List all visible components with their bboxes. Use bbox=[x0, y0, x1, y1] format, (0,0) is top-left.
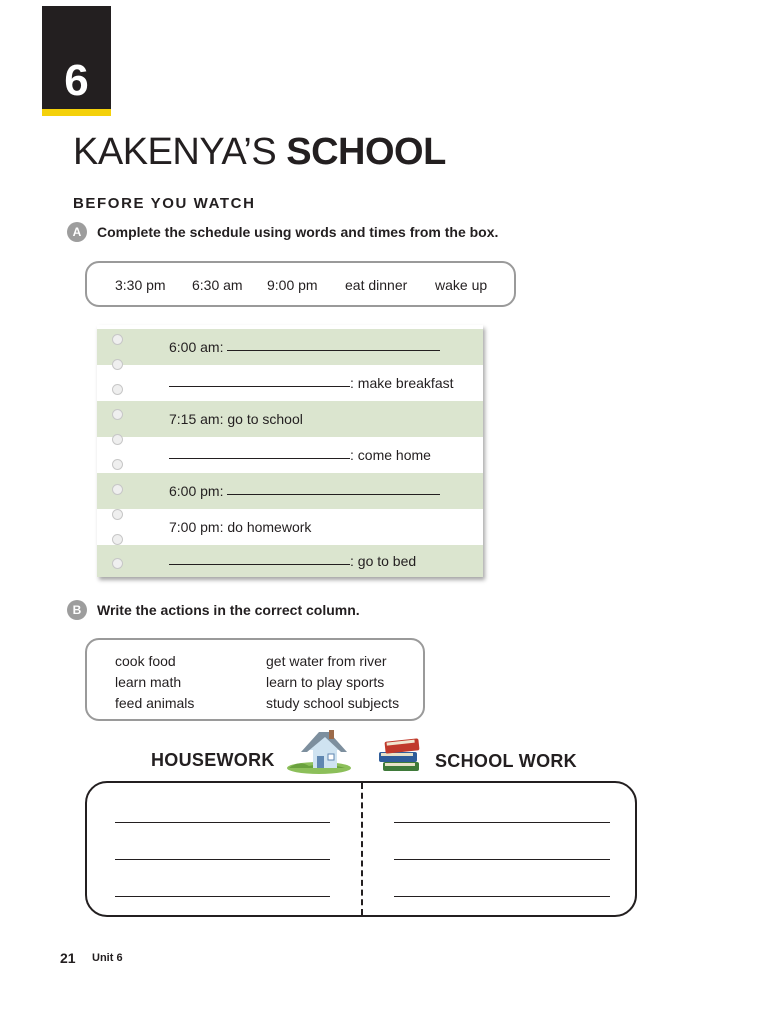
answer-line-housework[interactable] bbox=[115, 896, 330, 897]
schoolwork-heading: SCHOOL WORK bbox=[435, 751, 577, 771]
schedule-row bbox=[97, 437, 483, 473]
word-box-item: 3:30 pm bbox=[115, 277, 166, 293]
house-icon bbox=[285, 728, 353, 776]
binder-hole bbox=[112, 534, 123, 545]
word-box-item: feed animals bbox=[115, 695, 195, 711]
schedule-text: 6:00 pm: bbox=[169, 483, 224, 499]
schedule-text: : come home bbox=[350, 447, 431, 463]
schedule-text: 7:00 pm: do homework bbox=[169, 519, 312, 535]
binder-hole bbox=[112, 359, 123, 370]
binder-hole bbox=[112, 558, 123, 569]
answer-line-housework[interactable] bbox=[115, 822, 330, 823]
answer-blank[interactable] bbox=[227, 329, 440, 351]
section-heading: BEFORE YOU WATCH bbox=[73, 195, 256, 212]
answer-line-schoolwork[interactable] bbox=[394, 859, 610, 860]
schedule-row bbox=[97, 329, 483, 365]
word-box-item: 6:30 am bbox=[192, 277, 243, 293]
binder-hole bbox=[112, 434, 123, 445]
books-icon bbox=[377, 732, 425, 774]
binder-hole bbox=[112, 384, 123, 395]
schedule-text: 6:00 am: bbox=[169, 339, 224, 355]
page-title bbox=[73, 130, 446, 174]
schedule-row bbox=[97, 401, 483, 437]
answer-line-housework[interactable] bbox=[115, 859, 330, 860]
schedule-notebook bbox=[97, 325, 483, 577]
binder-hole bbox=[112, 409, 123, 420]
answer-blank[interactable] bbox=[169, 545, 350, 565]
schedule-row bbox=[97, 365, 483, 401]
page-number: 21 bbox=[60, 950, 76, 966]
exercise-b-badge: B bbox=[67, 600, 87, 620]
schedule-row bbox=[97, 545, 483, 577]
answer-blank[interactable] bbox=[169, 365, 350, 387]
word-box-item: learn math bbox=[115, 674, 182, 690]
column-divider bbox=[361, 783, 363, 915]
word-box-item: study school subjects bbox=[266, 695, 400, 711]
exercise-a-instruction: Complete the schedule using words and times from the box. bbox=[97, 224, 499, 240]
exercise-b-instruction: Write the actions in the correct column. bbox=[97, 602, 360, 618]
schedule-row bbox=[97, 473, 483, 509]
answer-blank[interactable] bbox=[169, 437, 350, 459]
schedule-text: : go to bed bbox=[350, 553, 417, 569]
unit-tab-stripe bbox=[42, 109, 111, 116]
word-box-item: learn to play sports bbox=[266, 674, 385, 690]
schedule-text: 7:15 am: go to school bbox=[169, 411, 303, 427]
answer-blank[interactable] bbox=[227, 473, 440, 495]
word-box-item: cook food bbox=[115, 653, 176, 669]
binder-hole bbox=[112, 459, 123, 470]
word-box-item: wake up bbox=[435, 277, 488, 293]
schedule-text: : make breakfast bbox=[350, 375, 454, 391]
word-box-item: eat dinner bbox=[345, 277, 408, 293]
exercise-a-word-box bbox=[85, 261, 516, 307]
binder-hole bbox=[112, 484, 123, 495]
binder-hole bbox=[112, 509, 123, 520]
answer-line-schoolwork[interactable] bbox=[394, 822, 610, 823]
exercise-b-word-box bbox=[85, 638, 425, 721]
exercise-a-badge: A bbox=[67, 222, 87, 242]
schedule-row bbox=[97, 509, 483, 545]
binder-hole bbox=[112, 334, 123, 345]
title-light: KAKENYA’S bbox=[73, 131, 277, 173]
word-box-item: get water from river bbox=[266, 653, 387, 669]
title-bold: SCHOOL bbox=[286, 131, 446, 173]
word-box-item: 9:00 pm bbox=[267, 277, 318, 293]
housework-heading: HOUSEWORK bbox=[151, 750, 275, 770]
unit-number: 6 bbox=[64, 56, 89, 105]
footer-unit-label: Unit 6 bbox=[92, 952, 123, 964]
answer-line-schoolwork[interactable] bbox=[394, 896, 610, 897]
